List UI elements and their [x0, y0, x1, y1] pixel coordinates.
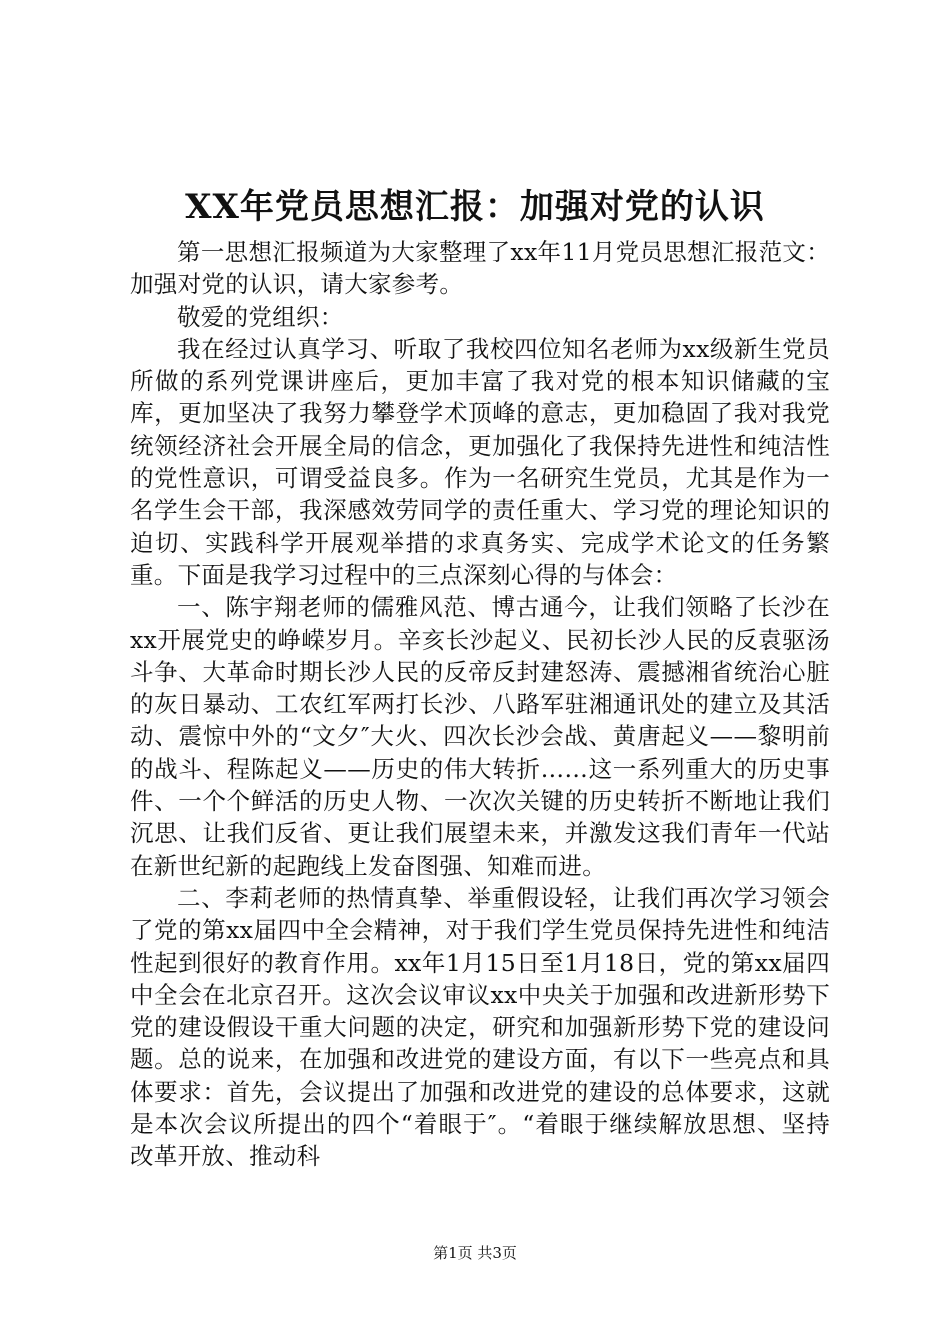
- body-paragraph: 一、陈宇翔老师的儒雅风范、博古通今，让我们领略了长沙在xx开展党史的峥嵘岁月。辛亥长沙起义、民初长沙人民的反袁驱汤斗争、大革命时期长沙人民的反帝反封建怒涛、震撼湘省统治心脏的灰日暴动、工农红军两打长沙、八路军驻湘通讯处的建立及其活动、震惊中外的“文夕″大火、四次长沙会战、黄唐起义——黎明前的战斗、程陈起义——历史的伟大转折……这一系列重大的历史事件、一个个鲜活的历史人物、一次次关键的历史转折不断地让我们沉思、让我们反省、更让我们展望未来，并激发这我们青年一代站在新世纪新的起跑线上发奋图强、知难而进。: [130, 593, 830, 880]
- salutation: 敬爱的党组织：: [177, 302, 344, 331]
- document-body: [130, 236, 830, 1173]
- body-paragraph: 二、李莉老师的热情真挚、举重假设轻，让我们再次学习领会了党的第xx届四中全会精神，对于我们学生党员保持先进性和纯洁性起到很好的教育作用。xx年1月15日至1月18日，党的第xx届四中全会在北京召开。这次会议审议xx中央关于加强和改进新形势下党的建设假设干重大问题的决定，研究和加强新形势下党的建设问题。总的说来，在加强和改进党的建设方面，有以下一些亮点和具体要求：首先，会议提出了加强和改进党的建设的总体要求，这就是本次会议所提出的四个“着眼于″。“着眼于继续解放思想、坚持改革开放、推动科: [130, 883, 830, 1171]
- document-title: XX年党员思想汇报：加强对党的认识: [185, 187, 765, 227]
- body-paragraph: 我在经过认真学习、听取了我校四位知名老师为xx级新生党员所做的系列党课讲座后，更加丰富了我对党的根本知识储藏的宝库，更加坚决了我努力攀登学术顶峰的意志，更加稳固了我对我党统领经济社会开展全局的信念，更加强化了我保持先进性和纯洁性的党性意识，可谓受益良多。作为一名研究生党员，尤其是作为一名学生会干部，我深感效劳同学的责任重大、学习党的理论知识的迫切、实践科学开展观举措的求真务实、完成学术论文的任务繁重。下面是我学习过程中的三点深刻心得的与体会：: [130, 334, 830, 589]
- intro-paragraph: 第一思想汇报频道为大家整理了xx年11月党员思想汇报范文：加强对党的认识，请大家参考。: [130, 238, 830, 299]
- page-number-footer: 第1页 共3页: [433, 1244, 517, 1262]
